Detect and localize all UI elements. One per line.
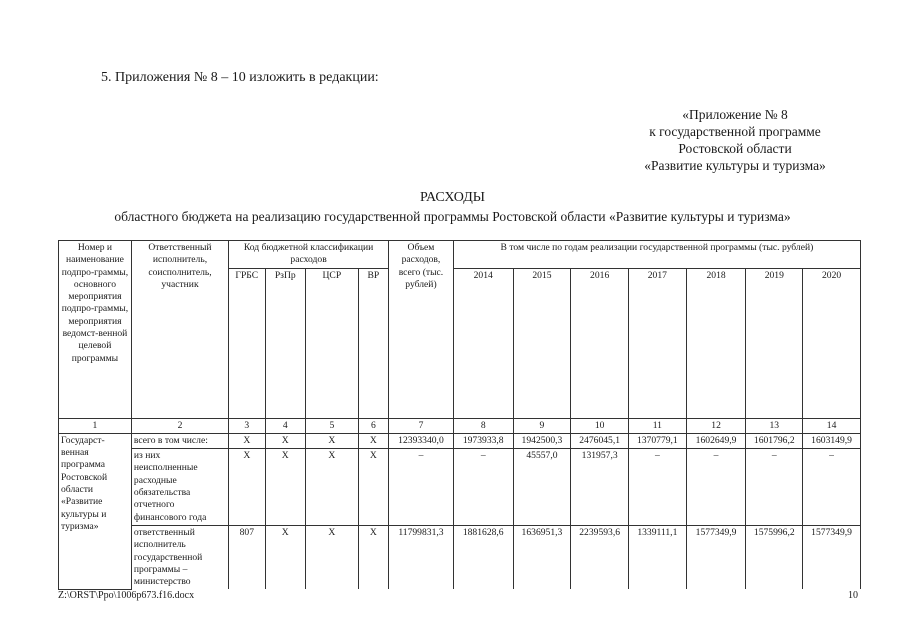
year-value-cell: 1339111,1 (629, 525, 687, 589)
rzpr-cell: Х (265, 525, 306, 589)
header-rzpr: РзПр (265, 268, 306, 418)
header-years: В том числе по годам реализации государственной программы (тыс. рублей) (453, 241, 860, 269)
header-year: 2015 (513, 268, 571, 418)
executor-cell: ответственный исполнитель государственной программы – министерство (131, 525, 228, 589)
table-row (59, 525, 861, 589)
header-grbs: ГРБС (229, 268, 265, 418)
appendix-line-4: «Развитие культуры и туризма» (644, 158, 826, 173)
appendix-line-1: «Приложение № 8 (682, 107, 788, 122)
vr-cell: Х (358, 525, 388, 589)
column-number: 3 (229, 418, 265, 433)
column-number: 14 (803, 418, 861, 433)
header-budget-code: Код бюджетной классификации расходов (229, 241, 389, 269)
year-value-cell: – (453, 449, 513, 526)
page-number: 10 (848, 590, 858, 601)
appendix-line-2: к государственной программе (649, 124, 821, 139)
header-year: 2019 (746, 268, 803, 418)
csr-cell: Х (306, 449, 359, 526)
year-value-cell: 1577349,9 (686, 525, 746, 589)
rzpr-cell: Х (265, 433, 306, 448)
column-number: 6 (358, 418, 388, 433)
column-number: 7 (389, 418, 454, 433)
header-year: 2017 (629, 268, 687, 418)
header-executor: Ответственный исполнитель, соисполнитель, участник (131, 241, 228, 419)
executor-cell: из них неисполненные расходные обязательства отчетного финансового года (131, 449, 228, 526)
total-cell: – (389, 449, 454, 526)
header-total: Объем расходов, всего (тыс. рублей) (389, 241, 454, 419)
expenses-table (58, 240, 861, 590)
header-year: 2014 (453, 268, 513, 418)
executor-cell: всего в том числе: (131, 433, 228, 448)
header-name: Номер и наименование подпро-граммы, основного мероприятия подпро-граммы, мероприятия ведомст-венной целевой программы (59, 241, 132, 419)
year-value-cell: – (803, 449, 861, 526)
year-value-cell: 1370779,1 (629, 433, 687, 448)
grbs-cell: 807 (229, 525, 265, 589)
year-value-cell: 2476045,1 (571, 433, 629, 448)
csr-cell: Х (306, 525, 359, 589)
program-name-cell: Государст-венная программа Ростовской области «Развитие культуры и туризма» (59, 433, 132, 589)
rzpr-cell: Х (265, 449, 306, 526)
total-cell: 11799831,3 (389, 525, 454, 589)
vr-cell: Х (358, 449, 388, 526)
column-number: 2 (131, 418, 228, 433)
year-value-cell: 45557,0 (513, 449, 571, 526)
column-number: 9 (513, 418, 571, 433)
column-number: 4 (265, 418, 306, 433)
column-number: 5 (306, 418, 359, 433)
column-number: 12 (686, 418, 746, 433)
header-year: 2016 (571, 268, 629, 418)
year-value-cell: 131957,3 (571, 449, 629, 526)
year-value-cell: 2239593,6 (571, 525, 629, 589)
vr-cell: Х (358, 433, 388, 448)
intro-text: 5. Приложения № 8 – 10 изложить в редакции: (101, 70, 379, 85)
column-number: 13 (746, 418, 803, 433)
year-value-cell: 1601796,2 (746, 433, 803, 448)
header-vr: ВР (358, 268, 388, 418)
grbs-cell: Х (229, 433, 265, 448)
column-number: 8 (453, 418, 513, 433)
year-value-cell: – (686, 449, 746, 526)
grbs-cell: Х (229, 449, 265, 526)
appendix-heading (550, 106, 850, 174)
document-subtitle: областного бюджета на реализацию государственной программы Ростовской области «Развитие культуры и туризма» (114, 209, 791, 224)
footer-file-path: Z:\ORST\Ppo\1006p673.f16.docx (58, 590, 195, 601)
year-value-cell: 1973933,8 (453, 433, 513, 448)
year-value-cell: 1575996,2 (746, 525, 803, 589)
csr-cell: Х (306, 433, 359, 448)
header-year: 2020 (803, 268, 861, 418)
column-number: 11 (629, 418, 687, 433)
header-year: 2018 (686, 268, 746, 418)
column-number: 10 (571, 418, 629, 433)
total-cell: 12393340,0 (389, 433, 454, 448)
column-number-row (59, 418, 861, 433)
table-row (59, 449, 861, 526)
year-value-cell: – (746, 449, 803, 526)
column-number: 1 (59, 418, 132, 433)
header-row-1 (59, 241, 861, 269)
year-value-cell: 1602649,9 (686, 433, 746, 448)
year-value-cell: 1577349,9 (803, 525, 861, 589)
year-value-cell: 1636951,3 (513, 525, 571, 589)
year-value-cell: 1942500,3 (513, 433, 571, 448)
appendix-line-3: Ростовской области (678, 141, 792, 156)
document-title: РАСХОДЫ (420, 190, 485, 205)
header-csr: ЦСР (306, 268, 359, 418)
year-value-cell: – (629, 449, 687, 526)
table-row (59, 433, 861, 448)
year-value-cell: 1603149,9 (803, 433, 861, 448)
year-value-cell: 1881628,6 (453, 525, 513, 589)
